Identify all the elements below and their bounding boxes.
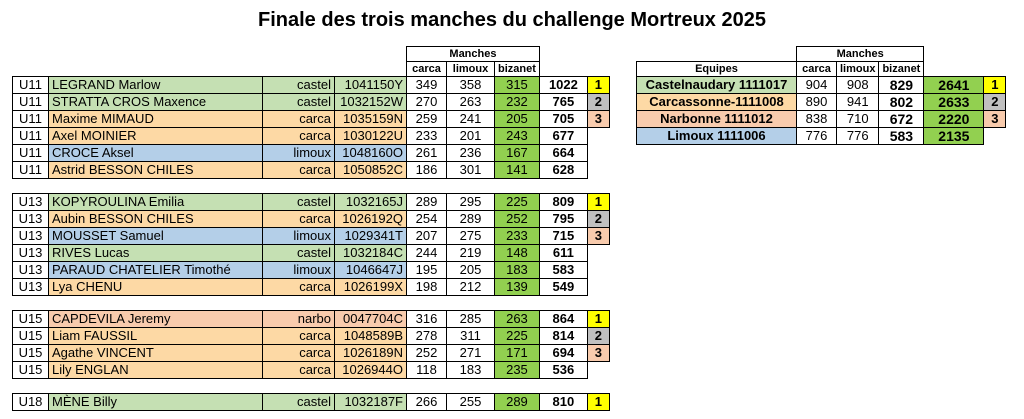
table-row <box>13 211 610 228</box>
category-cell: U15 <box>13 328 49 345</box>
table-row <box>13 94 610 111</box>
player-name-cell: LEGRAND Marlow <box>49 77 263 94</box>
carca-score-cell: 316 <box>407 311 447 328</box>
license-cell: 1048160O <box>335 145 407 162</box>
table-row <box>637 77 1006 94</box>
player-name-cell: Liam FAUSSIL <box>49 328 263 345</box>
limoux-score-cell: 255 <box>447 394 495 411</box>
header-spacer <box>924 62 984 77</box>
table-row <box>13 228 610 245</box>
table-row <box>13 77 610 94</box>
license-cell: 1048589B <box>335 328 407 345</box>
carca-score-cell: 186 <box>407 162 447 179</box>
limoux-score-cell: 241 <box>447 111 495 128</box>
license-cell: 1032184C <box>335 245 407 262</box>
header-spacer <box>587 47 609 62</box>
bizanet-score-cell: 205 <box>495 111 540 128</box>
carca-score-cell: 118 <box>407 362 447 379</box>
club-cell: castel <box>263 94 335 111</box>
carca-score-cell: 289 <box>407 194 447 211</box>
limoux-score-cell: 776 <box>837 128 879 145</box>
limoux-score-cell: 236 <box>447 145 495 162</box>
limoux-score-cell: 295 <box>447 194 495 211</box>
bizanet-score-cell: 243 <box>495 128 540 145</box>
club-cell: limoux <box>263 228 335 245</box>
carca-score-cell: 252 <box>407 345 447 362</box>
bizanet-score-cell: 232 <box>495 94 540 111</box>
limoux-score-cell: 358 <box>447 77 495 94</box>
total-score-cell: 795 <box>539 211 587 228</box>
rank-cell <box>587 145 609 162</box>
player-name-cell: Aubin BESSON CHILES <box>49 211 263 228</box>
club-cell: carca <box>263 111 335 128</box>
club-cell: carca <box>263 128 335 145</box>
table-row <box>13 262 610 279</box>
license-cell: 1026199X <box>335 279 407 296</box>
table-row <box>13 279 610 296</box>
table-row <box>13 245 610 262</box>
limoux-score-cell: 183 <box>447 362 495 379</box>
table-row <box>13 394 610 411</box>
license-cell: 1035159N <box>335 111 407 128</box>
total-score-cell: 2633 <box>924 94 984 111</box>
header-spacer <box>13 47 49 62</box>
carca-score-cell: 259 <box>407 111 447 128</box>
total-score-cell: 864 <box>539 311 587 328</box>
license-cell: 1041150Y <box>335 77 407 94</box>
group-spacer <box>13 379 610 394</box>
total-score-cell: 2220 <box>924 111 984 128</box>
table-row <box>637 111 1006 128</box>
carca-score-cell: 207 <box>407 228 447 245</box>
limoux-score-cell: 311 <box>447 328 495 345</box>
header-spacer <box>335 47 407 62</box>
category-cell: U13 <box>13 262 49 279</box>
table-row <box>13 128 610 145</box>
club-cell: carca <box>263 345 335 362</box>
rank-cell <box>587 245 609 262</box>
manches-header: Manches <box>797 47 924 62</box>
player-name-cell: KOPYROULINA Emilia <box>49 194 263 211</box>
category-cell: U11 <box>13 128 49 145</box>
club-cell: limoux <box>263 145 335 162</box>
bizanet-score-cell: 583 <box>879 128 924 145</box>
team-name-cell: Castelnaudary 1111017 <box>637 77 797 94</box>
table-row <box>13 111 610 128</box>
player-name-cell: Maxime MIMAUD <box>49 111 263 128</box>
header-spacer <box>263 62 335 77</box>
team-name-cell: Carcassonne-1111008 <box>637 94 797 111</box>
header-spacer <box>335 62 407 77</box>
page-title: Finale des trois manches du challenge Mortreux 2025 <box>258 9 766 31</box>
carca-score-cell: 904 <box>797 77 837 94</box>
rank-cell: 1 <box>984 77 1006 94</box>
limoux-score-cell: 205 <box>447 262 495 279</box>
carca-score-cell: 198 <box>407 279 447 296</box>
header-spacer <box>13 62 49 77</box>
bizanet-score-cell: 225 <box>495 194 540 211</box>
club-cell: narbo <box>263 311 335 328</box>
carca-score-cell: 838 <box>797 111 837 128</box>
table-row <box>637 94 1006 111</box>
total-score-cell: 715 <box>539 228 587 245</box>
category-cell: U13 <box>13 211 49 228</box>
rank-cell <box>587 162 609 179</box>
player-name-cell: MOUSSET Samuel <box>49 228 263 245</box>
column-header-carca: carca <box>407 62 447 77</box>
team-name-cell: Narbonne 1111012 <box>637 111 797 128</box>
category-cell: U11 <box>13 94 49 111</box>
player-name-cell: CROCE Aksel <box>49 145 263 162</box>
license-cell: 1032165J <box>335 194 407 211</box>
club-cell: castel <box>263 245 335 262</box>
rank-cell <box>587 279 609 296</box>
header-spacer <box>539 62 587 77</box>
carca-score-cell: 254 <box>407 211 447 228</box>
column-header-limoux: limoux <box>447 62 495 77</box>
category-cell: U11 <box>13 145 49 162</box>
table-row <box>13 311 610 328</box>
club-cell: carca <box>263 279 335 296</box>
total-score-cell: 664 <box>539 145 587 162</box>
bizanet-score-cell: 802 <box>879 94 924 111</box>
limoux-score-cell: 275 <box>447 228 495 245</box>
carca-score-cell: 233 <box>407 128 447 145</box>
table-row <box>13 145 610 162</box>
column-header-bizanet: bizanet <box>495 62 540 77</box>
bizanet-score-cell: 225 <box>495 328 540 345</box>
bizanet-score-cell: 315 <box>495 77 540 94</box>
rank-cell: 2 <box>587 211 609 228</box>
carca-score-cell: 261 <box>407 145 447 162</box>
header-spacer <box>539 47 587 62</box>
header-spacer <box>984 62 1006 77</box>
category-cell: U13 <box>13 279 49 296</box>
player-name-cell: Lily ENGLAN <box>49 362 263 379</box>
table-row <box>13 345 610 362</box>
table-row <box>13 328 610 345</box>
club-cell: carca <box>263 362 335 379</box>
bizanet-score-cell: 235 <box>495 362 540 379</box>
carca-score-cell: 266 <box>407 394 447 411</box>
bizanet-score-cell: 183 <box>495 262 540 279</box>
carca-score-cell: 776 <box>797 128 837 145</box>
category-cell: U11 <box>13 111 49 128</box>
manches-header: Manches <box>407 47 540 62</box>
total-score-cell: 694 <box>539 345 587 362</box>
club-cell: carca <box>263 211 335 228</box>
license-cell: 1026192Q <box>335 211 407 228</box>
player-name-cell: RIVES Lucas <box>49 245 263 262</box>
rank-cell <box>587 128 609 145</box>
license-cell: 1026944O <box>335 362 407 379</box>
player-name-cell: Agathe VINCENT <box>49 345 263 362</box>
club-cell: carca <box>263 328 335 345</box>
total-score-cell: 536 <box>539 362 587 379</box>
bizanet-score-cell: 289 <box>495 394 540 411</box>
total-score-cell: 583 <box>539 262 587 279</box>
total-score-cell: 814 <box>539 328 587 345</box>
license-cell: 1046647J <box>335 262 407 279</box>
category-cell: U11 <box>13 77 49 94</box>
table-row <box>637 128 1006 145</box>
license-cell: 0047704C <box>335 311 407 328</box>
license-cell: 1032187F <box>335 394 407 411</box>
license-cell: 1029341T <box>335 228 407 245</box>
bizanet-score-cell: 139 <box>495 279 540 296</box>
rank-cell: 1 <box>587 77 609 94</box>
rank-cell <box>984 128 1006 145</box>
player-name-cell: Axel MOINIER <box>49 128 263 145</box>
club-cell: carca <box>263 162 335 179</box>
bizanet-score-cell: 672 <box>879 111 924 128</box>
total-score-cell: 705 <box>539 111 587 128</box>
limoux-score-cell: 219 <box>447 245 495 262</box>
player-name-cell: MÈNE Billy <box>49 394 263 411</box>
rank-cell: 2 <box>984 94 1006 111</box>
total-score-cell: 2135 <box>924 128 984 145</box>
player-name-cell: Lya CHENU <box>49 279 263 296</box>
rank-cell: 3 <box>984 111 1006 128</box>
header-spacer <box>587 62 609 77</box>
rank-cell: 3 <box>587 345 609 362</box>
rank-cell: 1 <box>587 394 609 411</box>
category-cell: U13 <box>13 245 49 262</box>
player-name-cell: PARAUD CHATELIER Timothé <box>49 262 263 279</box>
rank-cell <box>587 362 609 379</box>
carca-score-cell: 270 <box>407 94 447 111</box>
carca-score-cell: 244 <box>407 245 447 262</box>
bizanet-score-cell: 171 <box>495 345 540 362</box>
limoux-score-cell: 908 <box>837 77 879 94</box>
club-cell: castel <box>263 77 335 94</box>
header-spacer <box>49 47 263 62</box>
player-name-cell: Astrid BESSON CHILES <box>49 162 263 179</box>
team-results-table <box>636 46 1006 145</box>
equipes-header: Equipes <box>637 62 797 77</box>
total-score-cell: 677 <box>539 128 587 145</box>
group-spacer <box>13 179 610 194</box>
category-cell: U11 <box>13 162 49 179</box>
bizanet-score-cell: 233 <box>495 228 540 245</box>
table-row <box>13 194 610 211</box>
column-header-carca: carca <box>797 62 837 77</box>
table-row <box>13 162 610 179</box>
rank-cell: 3 <box>587 228 609 245</box>
carca-score-cell: 890 <box>797 94 837 111</box>
limoux-score-cell: 201 <box>447 128 495 145</box>
header-spacer <box>263 47 335 62</box>
table-row <box>13 362 610 379</box>
license-cell: 1026189N <box>335 345 407 362</box>
column-header-bizanet: bizanet <box>879 62 924 77</box>
bizanet-score-cell: 829 <box>879 77 924 94</box>
license-cell: 1032152W <box>335 94 407 111</box>
rank-cell: 3 <box>587 111 609 128</box>
header-spacer <box>49 62 263 77</box>
total-score-cell: 628 <box>539 162 587 179</box>
total-score-cell: 549 <box>539 279 587 296</box>
player-name-cell: CAPDEVILA Jeremy <box>49 311 263 328</box>
limoux-score-cell: 212 <box>447 279 495 296</box>
club-cell: limoux <box>263 262 335 279</box>
header-spacer <box>984 47 1006 62</box>
category-cell: U18 <box>13 394 49 411</box>
club-cell: castel <box>263 394 335 411</box>
limoux-score-cell: 263 <box>447 94 495 111</box>
license-cell: 1050852C <box>335 162 407 179</box>
category-cell: U13 <box>13 194 49 211</box>
club-cell: castel <box>263 194 335 211</box>
bizanet-score-cell: 263 <box>495 311 540 328</box>
bizanet-score-cell: 167 <box>495 145 540 162</box>
rank-cell: 1 <box>587 194 609 211</box>
rank-cell: 2 <box>587 328 609 345</box>
license-cell: 1030122U <box>335 128 407 145</box>
rank-cell: 2 <box>587 94 609 111</box>
limoux-score-cell: 301 <box>447 162 495 179</box>
total-score-cell: 611 <box>539 245 587 262</box>
individual-results-table <box>12 46 610 411</box>
header-spacer <box>924 47 984 62</box>
group-spacer <box>13 296 610 311</box>
bizanet-score-cell: 148 <box>495 245 540 262</box>
limoux-score-cell: 710 <box>837 111 879 128</box>
total-score-cell: 765 <box>539 94 587 111</box>
player-name-cell: STRATTA CROS Maxence <box>49 94 263 111</box>
limoux-score-cell: 289 <box>447 211 495 228</box>
limoux-score-cell: 285 <box>447 311 495 328</box>
header-spacer <box>637 47 797 62</box>
total-score-cell: 2641 <box>924 77 984 94</box>
category-cell: U15 <box>13 311 49 328</box>
rank-cell <box>587 262 609 279</box>
total-score-cell: 810 <box>539 394 587 411</box>
carca-score-cell: 349 <box>407 77 447 94</box>
category-cell: U13 <box>13 228 49 245</box>
limoux-score-cell: 941 <box>837 94 879 111</box>
category-cell: U15 <box>13 362 49 379</box>
bizanet-score-cell: 252 <box>495 211 540 228</box>
rank-cell: 1 <box>587 311 609 328</box>
carca-score-cell: 195 <box>407 262 447 279</box>
total-score-cell: 1022 <box>539 77 587 94</box>
total-score-cell: 809 <box>539 194 587 211</box>
column-header-limoux: limoux <box>837 62 879 77</box>
limoux-score-cell: 271 <box>447 345 495 362</box>
carca-score-cell: 278 <box>407 328 447 345</box>
bizanet-score-cell: 141 <box>495 162 540 179</box>
team-name-cell: Limoux 1111006 <box>637 128 797 145</box>
category-cell: U15 <box>13 345 49 362</box>
